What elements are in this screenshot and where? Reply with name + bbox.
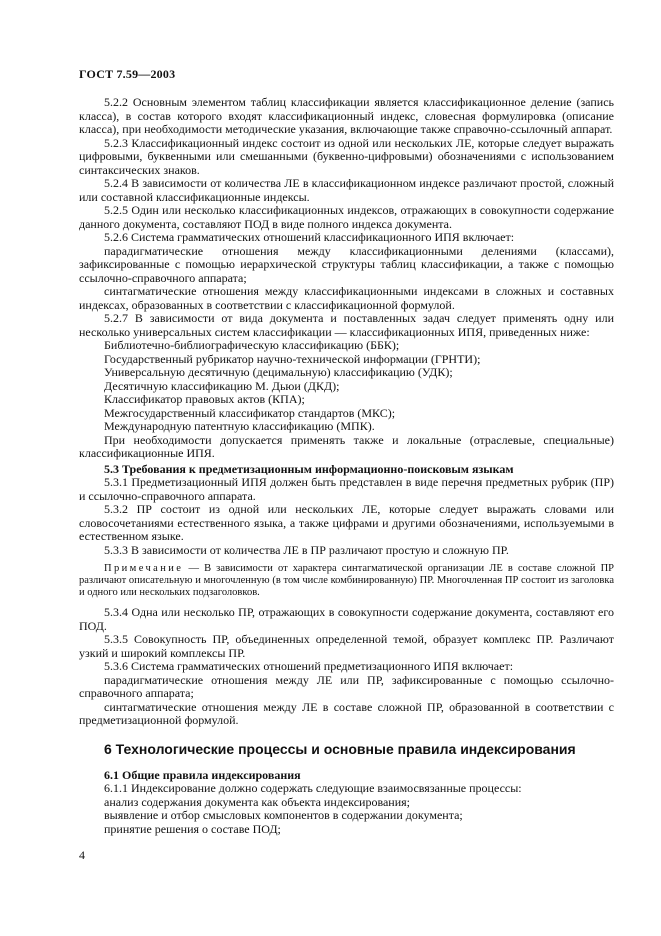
note-label: Примечание [104,563,184,574]
paragraph-5-2-7: 5.2.7 В зависимости от вида документа и поставленных задач следует применять одну или несколько универсальных систем классификации — классификационных ИПЯ, приведенных ниже: [79,311,614,339]
note [79,563,614,599]
list-item: Универсальную десятичную (децимальную) классификацию (УДК); [104,365,453,379]
list-item: Международную патентную классификацию (МПК). [104,419,375,433]
paragraph-5-3-1: 5.3.1 Предметизационный ИПЯ должен быть представлен в виде перечня предметных рубрик (ПР) и ссылочно-справочного аппарата. [79,475,614,503]
paragraph-5-3-3: 5.3.3 В зависимости от количества ЛЕ в ПР различают простую и сложную ПР. [104,542,509,557]
paragraph-syntagmatic-classification: синтагматические отношения между классификационными индексами в сложных и составных индексах, образованных в соответствии с классификационной формулой. [79,284,614,312]
paragraph-5-3-2: 5.3.2 ПР состоит из одной или нескольких ЛЕ, которые следует выражать словами или словосочетаниями естественного языка, а также цифрами и другими обозначениями, используемыми в естественном языке. [79,502,614,543]
paragraph-5-3-6: 5.3.6 Система грамматических отношений предметизационного ИПЯ включает: [104,659,514,673]
section-6-heading: 6 Технологические процессы и основные правила индексирования [104,740,576,757]
paragraph-5-2-5: 5.2.5 Один или несколько классификационных индексов, отражающих в совокупности содержание данного документа, составляют ПОД в виде полного индекса документа. [79,203,614,231]
page-number: 4 [79,848,85,862]
paragraph-5-2-3: 5.2.3 Классификационный индекс состоит из одной или нескольких ЛЕ, которые следует выражать цифровыми, буквенными или смешанными (буквенно-цифровыми) обозначениями с использованием синтаксических знаков. [79,135,614,177]
list-item: принятие решения о составе ПОД; [104,821,281,836]
paragraph-5-3-4: 5.3.4 Одна или несколько ПР, отражающих в совокупности содержание документа, составляют его ПОД. [79,605,614,633]
paragraph-5-3-5: 5.3.5 Совокупность ПР, объединенных определенной темой, образует комплекс ПР. Различают узкий и широкий комплексы ПР. [79,632,614,660]
note-text: — В зависимости от характера синтагматической организации ЛЕ в составе сложной ПР различают описательную и многочленную (в том числе комбинированную) ПР. Многочленная ПР состоит из заголовка и одного или нескольких подзаголовков. [79,563,614,598]
paragraph-paradigmatic-subject: парадигматические отношения между ЛЕ или ПР, зафиксированные с помощью ссылочно-справочного аппарата; [79,672,614,700]
list-item: выявление и отбор смысловых компонентов в содержании документа; [104,808,463,822]
paragraph-local-ipya: При необходимости допускается применять также и локальные (отраслевые, специальные) классификационные ИПЯ. [79,432,614,460]
subsection-5-3-heading: 5.3 Требования к предметизационным информационно-поисковым языкам [104,461,514,476]
list-item: Классификатор правовых актов (КПА); [104,392,305,406]
paragraph-5-2-4: 5.2.4 В зависимости от количества ЛЕ в классификационном индексе различают простой, сложный или составной классификационные индексы. [79,176,614,204]
paragraph-6-1-1: 6.1.1 Индексирование должно содержать следующие взаимосвязанные процессы: [104,781,522,795]
running-header: ГОСТ 7.59—2003 [79,67,176,81]
list-item: Десятичную классификацию М. Дьюи (ДКД); [104,378,340,393]
list-item: анализ содержания документа как объекта индексирования; [104,794,411,809]
page-body [79,96,614,836]
paragraph-syntagmatic-subject: синтагматические отношения между ЛЕ в составе сложной ПР, образованной в соответствии с предметизационной формулой. [79,699,614,727]
subsection-6-1-heading: 6.1 Общие правила индексирования [104,767,301,782]
list-item: Межгосударственный классификатор стандартов (МКС); [104,405,396,420]
paragraph-5-2-2: 5.2.2 Основным элементом таблиц классификации является классификационное деление (запись класса), в состав которого входят классификационный индекс, словесная формулировка (описание класса), при необходимости методические указания, включающие также справочно-ссылочный аппарат. [79,95,614,136]
list-item: Библиотечно-библиографическую классификацию (ББК); [104,338,400,352]
paragraph-paradigmatic-classification: парадигматические отношения между классификационными делениями (классами), зафиксированные с помощью иерархической структуры таблиц классификации, а также с помощью ссылочно-справочного аппарата; [79,243,614,285]
paragraph-5-2-6: 5.2.6 Система грамматических отношений классификационного ИПЯ включает: [104,230,515,244]
list-item: Государственный рубрикатор научно-технической информации (ГРНТИ); [104,351,481,366]
